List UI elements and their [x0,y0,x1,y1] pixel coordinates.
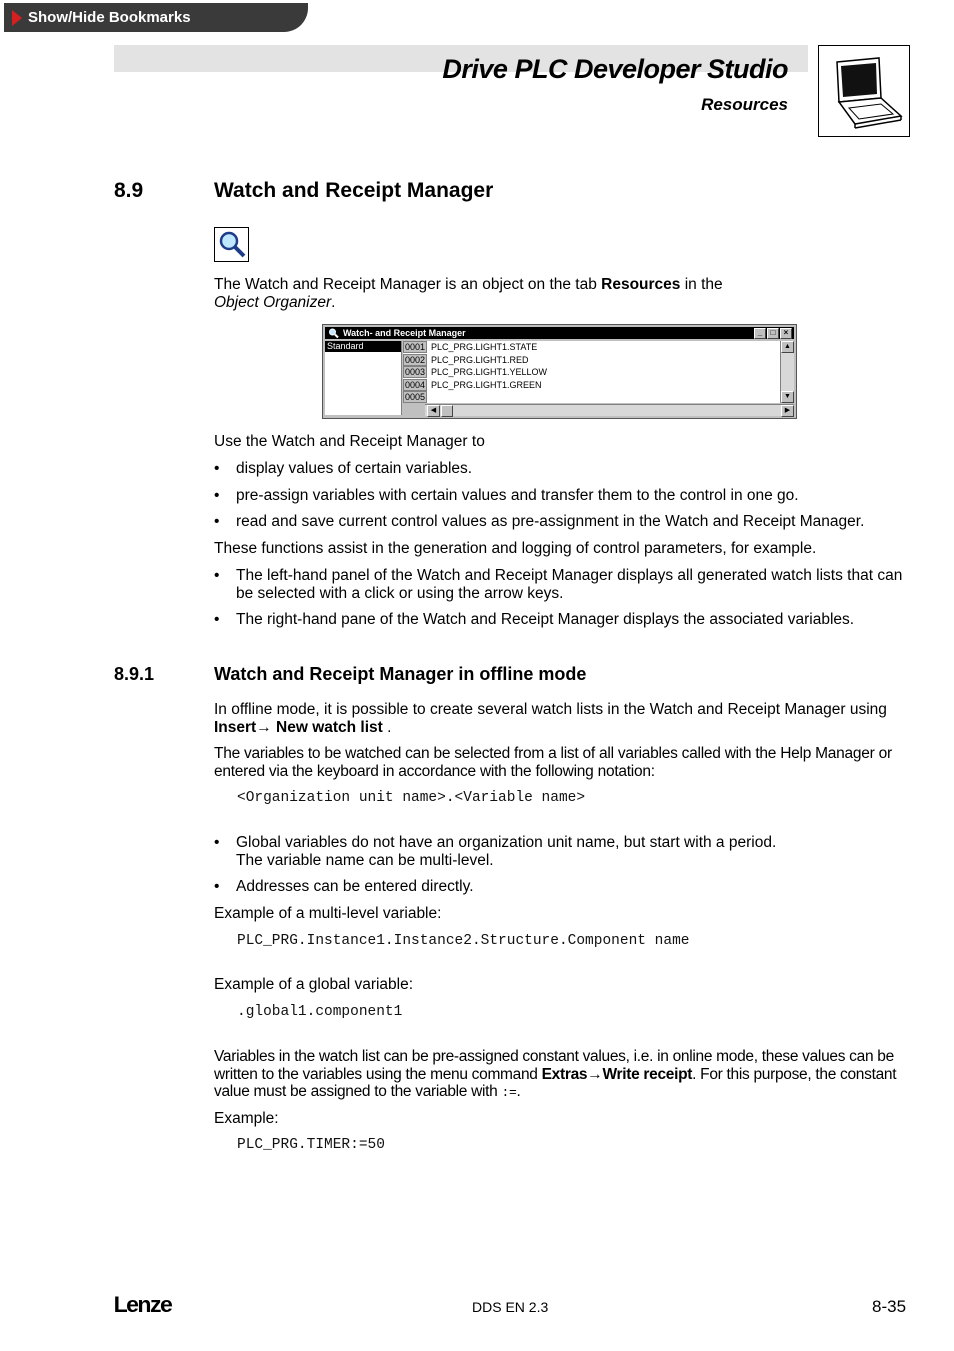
example-label: Example: [214,1110,279,1127]
example-code: PLC_PRG.TIMER:=50 [237,1137,385,1153]
scroll-left-icon[interactable]: ◀ [427,405,440,417]
p3-end: . [516,1083,521,1100]
variable-row[interactable] [403,391,780,404]
row-number: 0003 [404,367,426,377]
list-item-text [236,834,911,869]
minimize-button[interactable]: _ [754,328,766,339]
variable-name: PLC_PRG.LIGHT1.YELLOW [431,367,548,377]
scroll-right-icon[interactable]: ▶ [781,405,794,417]
intro-end: . [331,293,336,311]
page-title: Drive PLC Developer Studio [442,54,788,84]
multi-level-code: PLC_PRG.Instance1.Instance2.Structure.Component name [237,933,690,949]
scroll-thumb[interactable] [441,405,453,417]
magnifier-icon [328,328,339,338]
section-number: 8.9 [114,179,144,202]
assign-operator: := [501,1085,517,1100]
window-titlebar [325,327,794,339]
arrow-right-icon: → [256,718,272,736]
page-number: 8-35 [872,1297,907,1316]
row-number: 0005 [404,392,426,402]
scroll-up-icon[interactable]: ▲ [781,341,794,353]
menu-write-receipt: Write receipt [602,1065,693,1083]
variables-pane [403,341,780,403]
page-subtitle: Resources [701,95,788,114]
notation-paragraph: The variables to be watched can be selected from a list of all variables called with the Help Manager or entered via the keyboard in accordance with the following notation: [214,745,892,780]
vertical-scrollbar[interactable] [780,341,794,403]
window-title: Watch- and Receipt Manager [343,328,466,338]
list-item-line: The variable name can be multi-level. [236,851,494,869]
global-code: .global1.component1 [237,1004,403,1020]
scroll-down-icon[interactable]: ▼ [781,391,794,403]
magnifier-icon [214,227,249,262]
variable-row[interactable] [403,379,780,392]
list-item-text: The left-hand panel of the Watch and Receipt Manager displays all generated watch lists that can be selected with a click or using the arrow keys. [236,567,903,602]
maximize-button[interactable]: □ [767,328,779,339]
subsection-title: Watch and Receipt Manager in offline mode [214,664,587,684]
laptop-icon [818,45,910,137]
show-hide-bookmarks-button[interactable] [4,3,308,32]
intro-paragraph [214,276,914,311]
menu-insert: Insert [214,718,257,736]
global-label: Example of a global variable: [214,976,414,993]
p1-end: . [382,718,392,736]
receipt-paragraph [214,1048,911,1102]
assist-paragraph: These functions assist in the generation and logging of control parameters, for example. [214,540,817,557]
menu-extras: Extras [541,1065,588,1083]
offline-paragraph [214,701,911,736]
row-number: 0004 [404,379,426,390]
list-item-text: display values of certain variables. [236,460,473,477]
row-number: 0001 [404,342,426,352]
variable-row[interactable] [403,341,780,354]
multi-level-label: Example of a multi-level variable: [214,905,442,922]
triangle-right-icon [12,10,22,26]
row-number: 0002 [404,354,426,365]
intro-text-2: in the [680,276,723,293]
variable-row[interactable] [403,354,780,367]
p3-text: Variables in the watch list can be pre-assigned constant values, i.e. in online mode, these values can be written to the variables using the menu command [214,1048,894,1083]
close-button[interactable]: × [780,328,792,339]
list-item-line: Global variables do not have an organization unit name, but start with a period. [236,834,777,851]
variable-row[interactable] [403,366,780,379]
notation-code: <Organization unit name>.<Variable name> [237,790,586,806]
p1-text: In offline mode, it is possible to create several watch lists in the Watch and Receipt Manager using [214,701,887,718]
arrow-right-icon: → [587,1065,603,1083]
p3-text-2: . For this purpose, the constant value must be assigned to the variable with [214,1065,897,1100]
menu-new-watch-list: New watch list [271,718,383,736]
watch-list-item[interactable]: Standard [325,341,401,352]
section-title: Watch and Receipt Manager [214,179,494,202]
watch-list-panel [325,341,402,415]
lenze-logo: Lenze [113,1292,172,1317]
bookmarks-label: Show/Hide Bookmarks [28,9,191,26]
list-item-text: pre-assign variables with certain values and transfer them to the control in one go. [236,487,799,504]
intro-italic: Object Organizer [214,293,332,311]
intro-text: The Watch and Receipt Manager is an object on the tab [214,276,602,293]
variable-name: PLC_PRG.LIGHT1.RED [431,354,529,365]
uses-lead: Use the Watch and Receipt Manager to [214,433,485,450]
list-item-text: Addresses can be entered directly. [236,878,474,895]
subsection-number: 8.9.1 [114,664,155,684]
intro-bold: Resources [601,276,681,293]
variable-name: PLC_PRG.LIGHT1.STATE [431,342,538,352]
list-item-text: read and save current control values as pre-assignment in the Watch and Receipt Manager. [236,513,865,530]
horizontal-scrollbar[interactable] [425,404,794,416]
list-item-text: The right-hand pane of the Watch and Receipt Manager displays the associated variables. [236,611,855,628]
document-id: DDS EN 2.3 [472,1299,549,1315]
watch-receipt-window [322,324,797,419]
variable-name: PLC_PRG.LIGHT1.GREEN [431,379,542,390]
